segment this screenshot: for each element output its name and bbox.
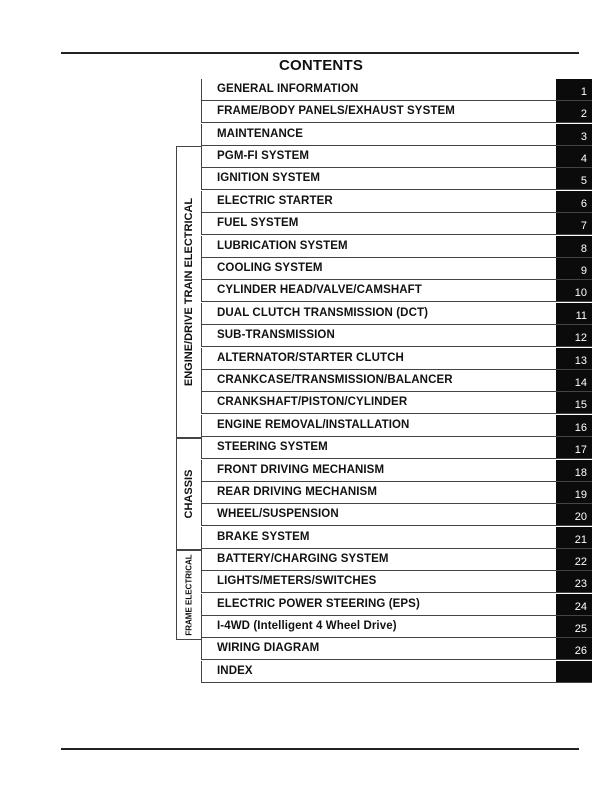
toc-entry-maintenance[interactable] (201, 124, 592, 146)
section-number: 19 (574, 489, 587, 501)
section-number: 16 (574, 422, 587, 434)
section-number: 26 (574, 645, 587, 657)
entry-label: LUBRICATION SYSTEM (217, 240, 348, 252)
section-tab[interactable] (556, 370, 592, 391)
toc-entry-index[interactable] (201, 661, 592, 683)
toc-entry-front-driving-mechanism[interactable] (201, 460, 592, 482)
section-number: 21 (574, 534, 587, 546)
entry-label: WHEEL/SUSPENSION (217, 508, 339, 520)
page-title: CONTENTS (278, 57, 364, 74)
section-tab[interactable] (556, 101, 592, 122)
section-tab[interactable] (556, 661, 592, 682)
toc-entry-cylinder-head-valve-camshaft[interactable] (201, 280, 592, 302)
section-tab[interactable] (556, 325, 592, 346)
entry-label: ELECTRIC STARTER (217, 195, 333, 207)
section-number: 6 (580, 198, 587, 210)
section-tab[interactable] (556, 549, 592, 570)
entry-label: GENERAL INFORMATION (217, 83, 359, 95)
toc-entry-lights-meters-switches[interactable] (201, 571, 592, 593)
section-number: 3 (580, 131, 587, 143)
toc-entry-general-information[interactable] (201, 79, 592, 101)
entry-label: ALTERNATOR/STARTER CLUTCH (217, 352, 404, 364)
toc-entry-wiring-diagram[interactable] (201, 638, 592, 660)
section-tab[interactable] (556, 124, 592, 145)
section-number: 7 (580, 220, 587, 232)
section-number: 10 (574, 287, 587, 299)
toc-entry-electric-power-steering[interactable] (201, 594, 592, 616)
section-tab[interactable] (556, 348, 592, 369)
section-number: 20 (574, 511, 587, 523)
entry-label: FRAME/BODY PANELS/EXHAUST SYSTEM (217, 105, 455, 117)
toc-entry-dual-clutch-transmission[interactable] (201, 303, 592, 325)
section-number: 15 (574, 399, 587, 411)
section-number: 8 (580, 243, 587, 255)
entry-label: CRANKSHAFT/PISTON/CYLINDER (217, 396, 408, 408)
section-tab[interactable] (556, 236, 592, 257)
section-tab[interactable] (556, 392, 592, 413)
entry-label: ENGINE REMOVAL/INSTALLATION (217, 419, 410, 431)
toc-entry-ignition-system[interactable] (201, 168, 592, 190)
toc-entry-battery-charging-system[interactable] (201, 549, 592, 571)
toc-entry-fuel-system[interactable] (201, 213, 592, 235)
entry-label: CRANKCASE/TRANSMISSION/BALANCER (217, 374, 453, 386)
entry-label: ELECTRIC POWER STEERING (EPS) (217, 598, 420, 610)
top-rule (61, 52, 579, 54)
section-tab[interactable] (556, 437, 592, 458)
entry-label: REAR DRIVING MECHANISM (217, 486, 378, 498)
section-tab[interactable] (556, 482, 592, 503)
section-number: 9 (580, 265, 587, 277)
section-tab[interactable] (556, 191, 592, 212)
section-number: 14 (574, 377, 587, 389)
entry-label: FUEL SYSTEM (217, 217, 299, 229)
toc-entry-rear-driving-mechanism[interactable] (201, 482, 592, 504)
section-number: 24 (574, 601, 587, 613)
section-number: 23 (574, 578, 587, 590)
section-number: 18 (574, 467, 587, 479)
section-number: 22 (574, 556, 587, 568)
toc-entry-alternator-starter-clutch[interactable] (201, 348, 592, 370)
section-tab[interactable] (556, 258, 592, 279)
section-tab[interactable] (556, 504, 592, 525)
section-number: 12 (574, 332, 587, 344)
section-tab[interactable] (556, 571, 592, 592)
entry-label: SUB-TRANSMISSION (217, 329, 335, 341)
entry-label: PGM-FI SYSTEM (217, 150, 310, 162)
entry-label: DUAL CLUTCH TRANSMISSION (DCT) (217, 307, 429, 319)
section-number: 4 (580, 153, 587, 165)
section-tab[interactable] (556, 460, 592, 481)
entry-label: LIGHTS/METERS/SWITCHES (217, 575, 377, 587)
group-frame-electrical (176, 550, 201, 640)
toc-entry-steering-system[interactable] (201, 437, 592, 459)
toc-entry-lubrication-system[interactable] (201, 236, 592, 258)
entry-label: COOLING SYSTEM (217, 262, 323, 274)
section-tab[interactable] (556, 146, 592, 167)
section-number: 2 (580, 108, 587, 120)
section-number: 13 (574, 355, 587, 367)
toc-entry-electric-starter[interactable] (201, 191, 592, 213)
toc-entry-brake-system[interactable] (201, 527, 592, 549)
entry-label: FRONT DRIVING MECHANISM (217, 464, 385, 476)
section-tab[interactable] (556, 213, 592, 234)
section-number: 1 (580, 86, 587, 98)
toc-entry-sub-transmission[interactable] (201, 325, 592, 347)
section-number: 5 (580, 175, 587, 187)
toc-entry-engine-removal-installation[interactable] (201, 415, 592, 437)
toc-entry-cooling-system[interactable] (201, 258, 592, 280)
toc-entry-crankcase-transmission-balancer[interactable] (201, 370, 592, 392)
section-tab[interactable] (556, 303, 592, 324)
toc-entry-crankshaft-piston-cylinder[interactable] (201, 392, 592, 414)
group-chassis (176, 438, 201, 550)
section-number: 11 (575, 310, 587, 322)
toc-entry-frame-body-panels-exhaust[interactable] (201, 101, 592, 123)
toc-entry-pgm-fi-system[interactable] (201, 146, 592, 168)
entry-label: STEERING SYSTEM (217, 441, 328, 453)
section-tab[interactable] (556, 415, 592, 436)
section-tab[interactable] (556, 79, 592, 100)
entry-label: CYLINDER HEAD/VALVE/CAMSHAFT (217, 284, 422, 296)
section-tab[interactable] (556, 594, 592, 615)
entry-label: IGNITION SYSTEM (217, 172, 321, 184)
section-tab[interactable] (556, 527, 592, 548)
section-tab[interactable] (556, 168, 592, 189)
entry-label: I-4WD (Intelligent 4 Wheel Drive) (217, 620, 397, 632)
section-tab[interactable] (556, 280, 592, 301)
group-label: ENGINE/DRIVE TRAIN ELECTRICAL (183, 197, 195, 387)
section-number: 25 (574, 623, 587, 635)
group-label: CHASSIS (183, 469, 195, 519)
entry-label: MAINTENANCE (217, 128, 304, 140)
entry-label: WIRING DIAGRAM (217, 642, 320, 654)
toc-entry-wheel-suspension[interactable] (201, 504, 592, 526)
section-number: 17 (574, 444, 587, 456)
section-tab[interactable] (556, 638, 592, 659)
entry-label: BATTERY/CHARGING SYSTEM (217, 553, 389, 565)
section-tab[interactable] (556, 616, 592, 637)
entry-label: BRAKE SYSTEM (217, 531, 310, 543)
bottom-rule (61, 748, 579, 750)
entry-label: INDEX (217, 665, 253, 677)
group-engine-drive-train-electrical (176, 146, 201, 438)
toc-entry-i-4wd[interactable] (201, 616, 592, 638)
group-label: FRAME ELECTRICAL (184, 554, 194, 636)
